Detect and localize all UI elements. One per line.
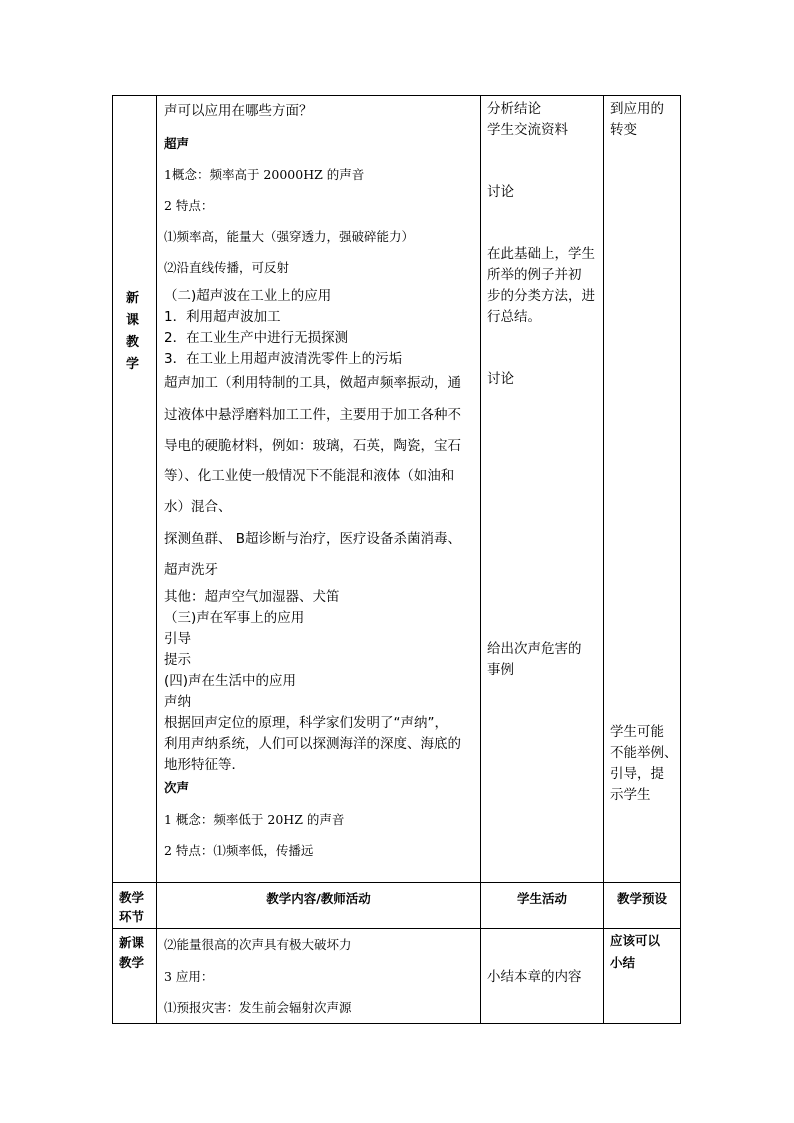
industry-item-3: 3．在工业上用超声波清洗零件上的污垢 <box>164 351 403 367</box>
processing-line-3: 导电的硬脆材料，例如：玻璃，石英，陶瓷，宝石 <box>164 438 461 454</box>
preset-bottom-line-1: 学生可能 <box>610 724 664 740</box>
preset-top-line-1: 到应用的 <box>610 101 664 117</box>
ultrasound-heading: 超声 <box>164 136 190 151</box>
ultrasound-feature-2: ⑵沿直线传播，可反射 <box>164 260 290 275</box>
header-student: 学生活动 <box>516 891 567 906</box>
preset-top-line-2: 转变 <box>610 122 637 138</box>
student-exchange: 学生交流资料 <box>487 122 568 138</box>
industry-heading: （二)超声波在工业上的应用 <box>164 288 332 304</box>
row2-preset-line-1: 应该可以 <box>610 933 661 948</box>
detection-line: 探测鱼群、 B超诊断与治疗，医疗设备杀菌消毒、 <box>164 531 462 547</box>
infrasound-heading: 次声 <box>164 780 190 795</box>
preset-bottom-line-2: 不能举例、 <box>610 745 678 761</box>
infrasound-concept: 1 概念：频率低于 20HZ 的声音 <box>164 812 345 827</box>
header-segment-line-1: 教学 <box>119 890 145 905</box>
row2-content-3: ⑴预报灾害：发生前会辐射次声源 <box>164 1000 352 1015</box>
life-heading: (四)声在生活中的应用 <box>164 673 297 689</box>
student-analyze: 分析结论 <box>487 101 541 117</box>
infrasound-features: 2 特点：⑴频率低，传播远 <box>164 843 314 858</box>
student-discuss-1: 讨论 <box>487 184 514 200</box>
question-text: 声可以应用在哪些方面？ <box>164 103 313 119</box>
row2-content-2: 3 应用： <box>164 969 214 984</box>
row2-label-line-2: 教学 <box>119 955 145 970</box>
sonar-label: 声纳 <box>164 694 191 710</box>
row2-preset-line-2: 小结 <box>610 955 636 970</box>
ultrasound-feature-1: ⑴频率高，能量大（强穿透力，强破碎能力） <box>164 229 415 244</box>
header-preset: 教学预设 <box>616 891 667 906</box>
industry-item-1: 1．利用超声波加工 <box>164 309 281 325</box>
hint-text: 提示 <box>164 652 191 668</box>
industry-item-2: 2．在工业生产中进行无损探测 <box>164 330 349 346</box>
student-basis-line-2: 所举的例子并初 <box>487 267 582 283</box>
student-discuss-2: 讨论 <box>487 371 514 387</box>
military-heading: （三)声在军事上的应用 <box>164 610 305 626</box>
sonar-line-2: 利用声纳系统，人们可以探测海洋的深度、海底的 <box>164 736 461 752</box>
ultrasound-concept: 1概念：频率高于 20000HZ 的声音 <box>164 167 365 182</box>
sonar-line-1: 根据回声定位的原理，科学家们发明了“声纳”， <box>164 715 448 731</box>
student-harm-line-2: 事例 <box>487 662 514 678</box>
processing-line-2: 过液体中悬浮磨料加工工件，主要用于加工各种不 <box>164 407 461 423</box>
cleaning-line: 超声洗牙 <box>164 562 218 578</box>
processing-line-5: 水）混合、 <box>164 499 232 515</box>
row2-student: 小结本章的内容 <box>487 969 582 985</box>
student-basis-line-4: 行总结。 <box>487 309 541 325</box>
processing-line-1: 超声加工（利用特制的工具，傚超声频率振动，通 <box>164 375 461 391</box>
header-segment-line-2: 环节 <box>119 909 145 924</box>
processing-line-4: 等）、化工业使一般情况下不能混和液体（如油和 <box>164 468 455 484</box>
header-content: 教学内容/教师活动 <box>266 891 371 906</box>
row-label-new-lesson: 新课教学 <box>126 291 140 372</box>
ultrasound-features-label: 2 特点： <box>164 198 214 213</box>
guide-text: 引导 <box>164 631 191 647</box>
preset-bottom-line-4: 示学生 <box>610 787 651 803</box>
other-line: 其他：超声空气加湿器、犬笛 <box>164 589 340 605</box>
sonar-line-3: 地形特征等． <box>164 757 245 773</box>
student-harm-line-1: 给出次声危害的 <box>487 641 582 657</box>
student-basis-line-3: 步的分类方法，进 <box>487 288 595 304</box>
preset-bottom-line-3: 引导，提 <box>610 766 664 782</box>
student-basis-line-1: 在此基础上，学生 <box>487 246 595 262</box>
row2-label-line-1: 新课 <box>119 935 145 950</box>
row2-content-1: ⑵能量很高的次声具有极大破坏力 <box>164 937 352 952</box>
